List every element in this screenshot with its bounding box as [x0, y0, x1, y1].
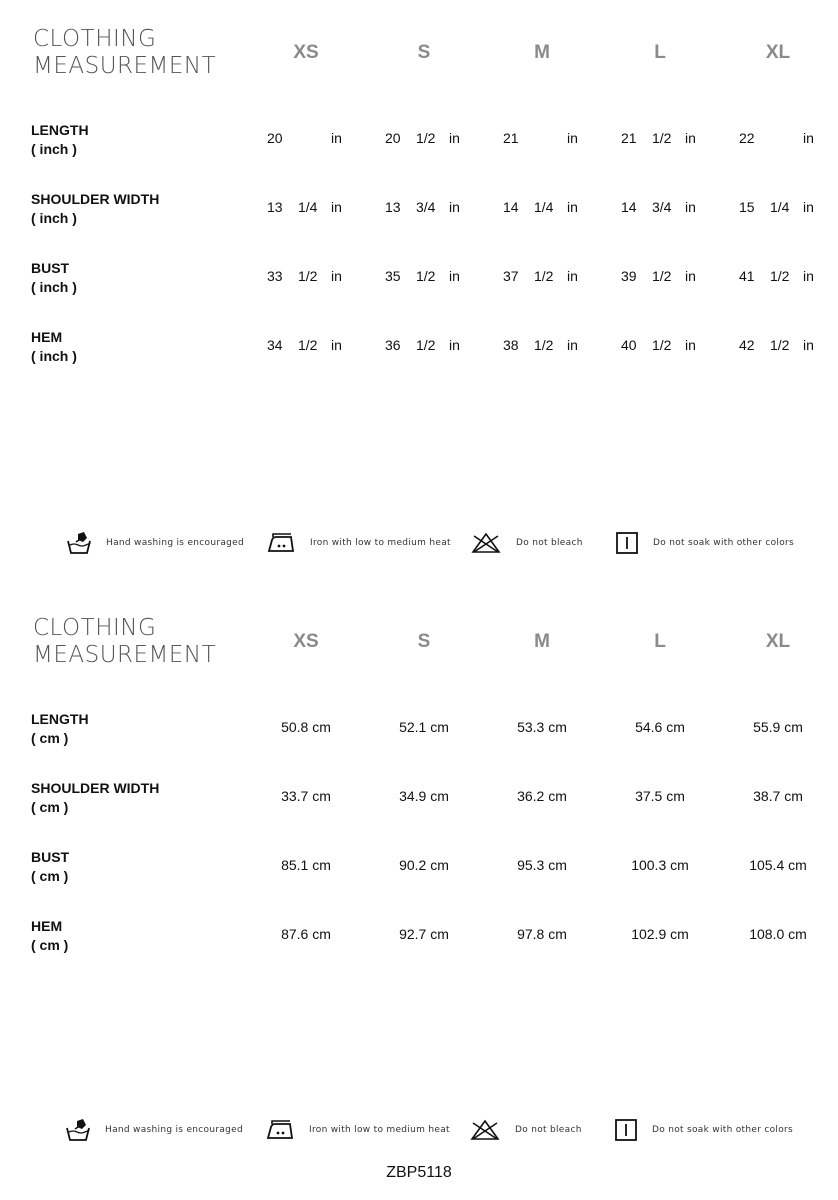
care-text: Iron with low to medium heat — [310, 538, 451, 548]
value-unit: in — [331, 268, 342, 284]
cm-value-cell: 55.9 cm — [753, 719, 803, 735]
value-fraction: 1/4 — [298, 199, 318, 215]
value-unit: in — [803, 337, 814, 353]
value-whole: 33 — [267, 268, 283, 284]
title-line: CLOTHING — [33, 615, 157, 641]
value-unit: in — [567, 130, 578, 146]
section-title — [33, 615, 216, 669]
value-unit: in — [449, 130, 460, 146]
value-unit: in — [803, 268, 814, 284]
size-header-s: S — [417, 42, 431, 63]
care-text: Do not bleach — [515, 1125, 582, 1135]
size-header-xl: XL — [765, 631, 791, 652]
value-fraction: 1/4 — [770, 199, 790, 215]
cm-value-cell: 90.2 cm — [399, 857, 449, 873]
size-header-l: L — [654, 42, 666, 63]
care-text: Do not soak with other colors — [653, 538, 795, 548]
care-item-iron — [265, 1115, 450, 1145]
value-whole: 39 — [621, 268, 637, 284]
section-title — [33, 26, 216, 80]
measurement-unit: ( cm ) — [31, 937, 69, 953]
value-unit: in — [803, 130, 814, 146]
measurement-unit: ( inch ) — [31, 279, 77, 295]
value-unit: in — [685, 337, 696, 353]
measurement-name: LENGTH — [31, 122, 89, 138]
value-whole: 38 — [503, 337, 519, 353]
value-fraction: 1/2 — [770, 268, 790, 284]
value-whole: 37 — [503, 268, 519, 284]
hand-wash-icon — [66, 530, 92, 556]
value-whole: 35 — [385, 268, 401, 284]
care-instructions-row — [0, 528, 838, 558]
measurement-unit: ( cm ) — [31, 868, 69, 884]
care-item-no-soak — [614, 1115, 793, 1145]
value-fraction: 1/2 — [416, 337, 436, 353]
measurement-name: LENGTH — [31, 711, 89, 727]
measurement-name: HEM — [31, 329, 63, 345]
product-code: ZBP5118 — [386, 1164, 452, 1181]
value-fraction: 3/4 — [652, 199, 672, 215]
size-header-s: S — [417, 631, 431, 652]
value-whole: 36 — [385, 337, 401, 353]
value-whole: 20 — [267, 130, 283, 146]
row-label-shoulder-width — [31, 190, 159, 228]
measurement-unit: ( inch ) — [31, 348, 77, 364]
value-unit: in — [331, 337, 342, 353]
care-item-no-bleach — [470, 528, 583, 558]
size-header-xl: XL — [765, 42, 791, 63]
cm-value-cell: 100.3 cm — [631, 857, 689, 873]
value-whole: 14 — [621, 199, 637, 215]
care-item-no-soak — [615, 528, 794, 558]
measurement-name: SHOULDER WIDTH — [31, 191, 160, 207]
size-header-xs: XS — [293, 42, 319, 63]
no-bleach-icon — [469, 1117, 501, 1143]
measurement-unit: ( cm ) — [31, 730, 69, 746]
cm-value-cell: 54.6 cm — [635, 719, 685, 735]
value-whole: 34 — [267, 337, 283, 353]
measurement-name: SHOULDER WIDTH — [31, 780, 160, 796]
title-line: MEASUREMENT — [33, 53, 217, 79]
cm-value-cell: 92.7 cm — [399, 926, 449, 942]
care-text: Hand washing is encouraged — [106, 538, 245, 548]
row-label-bust — [31, 259, 77, 297]
care-text: Do not soak with other colors — [652, 1125, 794, 1135]
cm-value-cell: 36.2 cm — [517, 788, 567, 804]
cm-value-cell: 105.4 cm — [749, 857, 807, 873]
cm-value-cell: 53.3 cm — [517, 719, 567, 735]
title-line: MEASUREMENT — [33, 642, 217, 668]
value-fraction: 1/2 — [652, 268, 672, 284]
title-line: CLOTHING — [33, 26, 157, 52]
measurement-unit: ( inch ) — [31, 210, 77, 226]
value-fraction: 3/4 — [416, 199, 436, 215]
no-soak-icon — [614, 1117, 638, 1143]
value-whole: 14 — [503, 199, 519, 215]
value-whole: 42 — [739, 337, 755, 353]
size-header-xs: XS — [293, 631, 319, 652]
value-fraction: 1/2 — [652, 337, 672, 353]
cm-value-cell: 102.9 cm — [631, 926, 689, 942]
value-unit: in — [567, 337, 578, 353]
value-unit: in — [331, 199, 342, 215]
value-unit: in — [449, 199, 460, 215]
measurement-name: HEM — [31, 918, 63, 934]
care-instructions-row — [0, 1115, 838, 1145]
cm-value-cell: 87.6 cm — [281, 926, 331, 942]
value-whole: 15 — [739, 199, 755, 215]
cm-value-cell: 34.9 cm — [399, 788, 449, 804]
value-fraction: 1/4 — [534, 199, 554, 215]
value-fraction: 1/2 — [534, 337, 554, 353]
cm-value-cell: 97.8 cm — [517, 926, 567, 942]
cm-value-cell: 50.8 cm — [281, 719, 331, 735]
cm-value-cell: 33.7 cm — [281, 788, 331, 804]
row-label-length — [31, 710, 89, 748]
row-label-hem — [31, 917, 68, 955]
value-fraction: 1/2 — [416, 268, 436, 284]
value-fraction: 1/2 — [298, 337, 318, 353]
cm-value-cell: 52.1 cm — [399, 719, 449, 735]
row-label-shoulder-width — [31, 779, 159, 817]
value-fraction: 1/2 — [652, 130, 672, 146]
value-unit: in — [567, 199, 578, 215]
value-fraction: 1/2 — [298, 268, 318, 284]
value-fraction: 1/2 — [534, 268, 554, 284]
iron-icon — [266, 530, 296, 556]
value-whole: 22 — [739, 130, 755, 146]
value-unit: in — [685, 199, 696, 215]
care-text: Iron with low to medium heat — [309, 1125, 450, 1135]
cm-value-cell: 37.5 cm — [635, 788, 685, 804]
value-whole: 40 — [621, 337, 637, 353]
value-whole: 13 — [267, 199, 283, 215]
size-header-m: M — [534, 631, 550, 652]
value-fraction: 1/2 — [770, 337, 790, 353]
value-unit: in — [803, 199, 814, 215]
measurement-name: BUST — [31, 849, 70, 865]
value-whole: 20 — [385, 130, 401, 146]
row-label-bust — [31, 848, 69, 886]
value-unit: in — [685, 130, 696, 146]
cm-value-cell: 85.1 cm — [281, 857, 331, 873]
hand-wash-icon — [65, 1117, 91, 1143]
value-unit: in — [449, 337, 460, 353]
value-whole: 13 — [385, 199, 401, 215]
care-item-hand-wash — [65, 1115, 243, 1145]
cm-value-cell: 38.7 cm — [753, 788, 803, 804]
iron-icon — [265, 1117, 295, 1143]
size-header-l: L — [654, 631, 666, 652]
care-item-no-bleach — [469, 1115, 582, 1145]
measurement-unit: ( inch ) — [31, 141, 77, 157]
value-unit: in — [331, 130, 342, 146]
care-text: Hand washing is encouraged — [105, 1125, 244, 1135]
value-unit: in — [567, 268, 578, 284]
measurement-name: BUST — [31, 260, 70, 276]
value-unit: in — [685, 268, 696, 284]
care-item-iron — [266, 528, 451, 558]
care-item-hand-wash — [66, 528, 244, 558]
row-label-length — [31, 121, 89, 159]
value-whole: 21 — [503, 130, 519, 146]
size-header-m: M — [534, 42, 550, 63]
measurement-unit: ( cm ) — [31, 799, 69, 815]
cm-value-cell: 108.0 cm — [749, 926, 807, 942]
cm-value-cell: 95.3 cm — [517, 857, 567, 873]
care-text: Do not bleach — [516, 538, 583, 548]
value-unit: in — [449, 268, 460, 284]
value-whole: 21 — [621, 130, 637, 146]
no-soak-icon — [615, 530, 639, 556]
value-whole: 41 — [739, 268, 755, 284]
value-fraction: 1/2 — [416, 130, 436, 146]
row-label-hem — [31, 328, 77, 366]
no-bleach-icon — [470, 530, 502, 556]
